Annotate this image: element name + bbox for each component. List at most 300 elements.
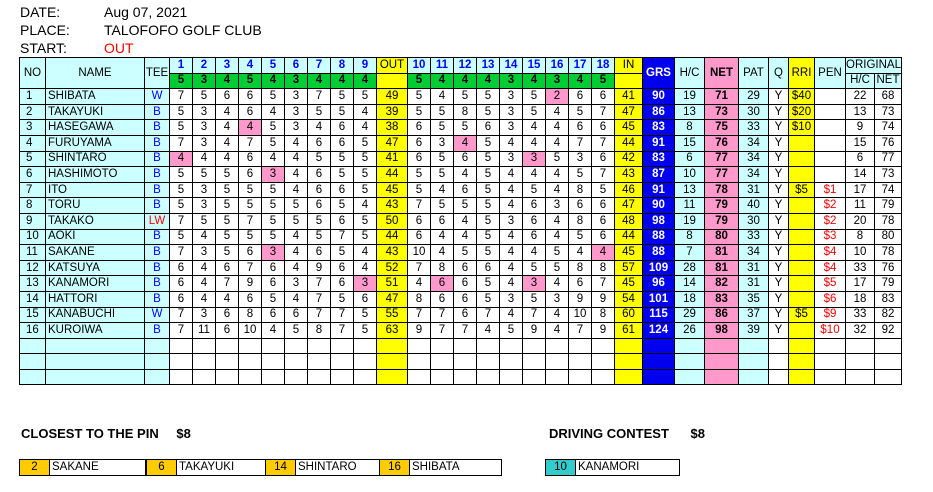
score-cell: 5 [546,151,569,167]
par-cell: 5 [592,73,615,89]
player-tee: B [145,135,170,151]
score-cell: 4 [285,182,308,198]
player-pen [815,135,846,151]
player-net: 81 [705,245,739,261]
empty-cell [262,369,285,385]
score-cell: 5 [331,89,354,105]
player-row [20,323,902,339]
score-cell: 8 [569,213,592,229]
score-cell: 5 [262,135,285,151]
player-orig-hc: 17 [846,276,875,292]
empty-cell [592,338,615,354]
score-cell: 7 [170,323,193,339]
player-orig-hc: 33 [846,307,875,323]
score-cell: 4 [431,182,454,198]
score-cell: 3 [193,307,216,323]
score-cell: 5 [477,135,500,151]
score-cell: 4 [523,120,546,136]
score-cell: 5 [216,167,239,183]
header-hole-1: 1 [170,58,193,74]
score-cell: 5 [262,229,285,245]
player-net: 81 [705,260,739,276]
score-cell: 7 [592,135,615,151]
empty-cell [592,369,615,385]
score-cell: 5 [262,182,285,198]
par-cell: 4 [569,73,592,89]
score-cell: 6 [431,276,454,292]
player-pen: $6 [815,291,846,307]
player-name: HASEGAWA [46,120,145,136]
score-cell: 4 [500,198,523,214]
player-pen: $4 [815,245,846,261]
player-row [20,167,902,183]
score-cell: 7 [454,323,477,339]
score-cell: 5 [477,229,500,245]
player-no: 1 [20,89,46,105]
score-cell: 5 [431,104,454,120]
score-cell: 5 [523,260,546,276]
score-cell: 2 [546,89,569,105]
player-tee: B [145,323,170,339]
score-cell: 5 [500,323,523,339]
score-cell: 5 [523,89,546,105]
player-pen: $9 [815,307,846,323]
score-cell: 5 [216,213,239,229]
score-cell: 8 [239,307,262,323]
score-cell: 5 [193,89,216,105]
player-grs: 96 [643,276,675,292]
score-cell: 3 [500,104,523,120]
player-pen [815,104,846,120]
empty-cell [546,369,569,385]
empty-cell [431,338,454,354]
player-name: SAKANE [46,245,145,261]
score-cell: 5 [408,89,431,105]
empty-cell [523,354,546,370]
par-cell [615,73,643,89]
score-cell: 5 [477,89,500,105]
player-row [20,120,902,136]
par-cell: 3 [285,73,308,89]
player-pen [815,167,846,183]
score-cell: 5 [331,291,354,307]
player-orig-net: 73 [875,167,902,183]
date-label: DATE: [20,4,61,20]
empty-cell [523,338,546,354]
score-cell: 47 [615,198,643,214]
score-cell: 4 [216,104,239,120]
empty-cell [675,369,705,385]
score-cell: 50 [377,213,408,229]
header-rri: RRI [789,58,815,89]
score-cell: 6 [592,89,615,105]
player-grs: 90 [643,198,675,214]
header-q: Q [769,58,789,89]
par-cell [377,73,408,89]
empty-cell [46,369,145,385]
score-cell: 4 [431,245,454,261]
score-cell: 4 [500,167,523,183]
score-cell: 5 [354,229,377,245]
player-pat: 30 [739,104,769,120]
player-tee: B [145,229,170,245]
header-hole-17: 17 [569,58,592,74]
player-q: Y [769,213,789,229]
header-hole-12: 12 [454,58,477,74]
score-cell: 45 [615,276,643,292]
player-tee: B [145,104,170,120]
player-hc: 13 [675,182,705,198]
header-hole-6: 6 [285,58,308,74]
player-orig-hc: 11 [846,198,875,214]
empty-cell [20,354,46,370]
player-pen: $2 [815,198,846,214]
score-cell: 3 [262,245,285,261]
player-orig-hc: 33 [846,260,875,276]
player-pat: 34 [739,167,769,183]
empty-cell [789,369,815,385]
score-cell: 5 [331,104,354,120]
player-name: AOKI [46,229,145,245]
empty-cell [285,354,308,370]
player-pen: $3 [815,229,846,245]
player-pat: 34 [739,151,769,167]
score-cell: 5 [454,89,477,105]
player-no: 12 [20,260,46,276]
score-cell: 4 [454,135,477,151]
empty-cell [592,354,615,370]
score-cell: 4 [500,135,523,151]
score-cell: 5 [331,198,354,214]
player-pen [815,120,846,136]
score-cell: 6 [454,151,477,167]
player-name: KANAMORI [46,276,145,292]
score-cell: 5 [477,198,500,214]
score-cell: 5 [262,213,285,229]
header-orig-net: NET [875,73,902,89]
player-grs: 90 [643,89,675,105]
score-cell: 5 [170,104,193,120]
score-cell: 4 [354,120,377,136]
empty-cell [500,369,523,385]
driving-label: DRIVING CONTEST [549,426,669,441]
score-cell: 3 [193,182,216,198]
score-cell: 6 [216,323,239,339]
player-pat: 40 [739,198,769,214]
player-orig-hc: 13 [846,104,875,120]
score-cell: 7 [477,307,500,323]
score-cell: 4 [216,135,239,151]
score-cell: 4 [354,245,377,261]
score-cell: 6 [431,213,454,229]
player-orig-hc: 6 [846,151,875,167]
score-cell: 7 [308,307,331,323]
header-hole-10: 10 [408,58,431,74]
header-hole-15: 15 [523,58,546,74]
player-no: 4 [20,135,46,151]
score-cell: 4 [354,260,377,276]
score-cell: 6 [239,104,262,120]
player-rri: $5 [789,307,815,323]
empty-cell [739,338,769,354]
empty-cell [170,338,193,354]
empty-cell [769,354,789,370]
player-orig-hc: 10 [846,245,875,261]
closest-winner-box [379,459,502,476]
header-grs: GRS [643,58,675,89]
score-cell: 6 [523,229,546,245]
player-orig-net: 83 [875,291,902,307]
score-cell: 3 [546,291,569,307]
score-cell: 4 [216,151,239,167]
score-cell: 6 [592,229,615,245]
player-grs: 115 [643,307,675,323]
player-orig-net: 74 [875,120,902,136]
player-rri [789,135,815,151]
empty-cell [454,354,477,370]
driving-winner-name: KANAMORI [578,461,640,473]
score-cell: 6 [239,89,262,105]
empty-cell [46,338,145,354]
score-cell: 6 [454,291,477,307]
score-cell: 5 [431,151,454,167]
player-hc: 8 [675,229,705,245]
score-cell: 4 [354,198,377,214]
score-cell: 4 [500,182,523,198]
player-name: HATTORI [46,291,145,307]
player-q: Y [769,260,789,276]
player-net: 79 [705,213,739,229]
score-cell: 44 [615,135,643,151]
empty-cell [615,354,643,370]
empty-cell [331,338,354,354]
empty-cell [408,338,431,354]
par-cell: 3 [193,73,216,89]
score-cell: 4 [546,276,569,292]
score-cell: 10 [569,307,592,323]
score-cell: 7 [408,260,431,276]
score-cell: 55 [377,307,408,323]
par-cell: 5 [408,73,431,89]
score-cell: 45 [615,245,643,261]
score-cell: 44 [615,229,643,245]
score-cell: 5 [477,213,500,229]
header-hole-7: 7 [308,58,331,74]
player-row [20,291,902,307]
empty-cell [500,354,523,370]
place-label: PLACE: [20,22,70,38]
closest-hole: 16 [380,460,410,475]
empty-cell [477,354,500,370]
player-row [20,276,902,292]
player-row [20,260,902,276]
score-cell: 47 [615,104,643,120]
score-cell: 5 [285,213,308,229]
player-net: 83 [705,291,739,307]
empty-cell [308,369,331,385]
closest-hole: 2 [20,460,50,475]
score-cell: 4 [546,182,569,198]
score-cell: 5 [354,182,377,198]
header-tee: TEE [145,58,170,89]
player-row [20,213,902,229]
score-cell: 4 [592,245,615,261]
score-cell: 4 [546,323,569,339]
player-name: FURUYAMA [46,135,145,151]
player-orig-net: 78 [875,245,902,261]
score-cell: 7 [431,323,454,339]
score-cell: 43 [615,167,643,183]
score-cell: 5 [546,245,569,261]
empty-cell [739,369,769,385]
score-cell: 6 [239,151,262,167]
empty-cell [408,369,431,385]
score-cell: 4 [454,229,477,245]
header-hole-8: 8 [331,58,354,74]
score-cell: 10 [408,245,431,261]
empty-cell [285,369,308,385]
score-cell: 6 [592,198,615,214]
empty-cell [454,369,477,385]
empty-cell [875,338,902,354]
score-cell: 4 [431,89,454,105]
player-q: Y [769,229,789,245]
par-cell: 4 [216,73,239,89]
empty-cell [331,354,354,370]
player-hc: 28 [675,260,705,276]
player-tee: B [145,167,170,183]
score-cell: 4 [193,229,216,245]
closest-prize: $8 [176,426,191,441]
score-cell: 5 [331,151,354,167]
player-grs: 83 [643,151,675,167]
score-cell: 4 [285,229,308,245]
date-value: Aug 07, 2021 [104,4,188,20]
header-hole-out: OUT [377,58,408,74]
player-grs: 88 [643,245,675,261]
player-pen: $2 [815,213,846,229]
closest-winner-name: SHIBATA [412,461,460,473]
score-cell: 6 [239,167,262,183]
player-net: 73 [705,104,739,120]
empty-cell [789,354,815,370]
score-cell: 6 [454,182,477,198]
score-cell: 5 [431,167,454,183]
score-cell: 6 [216,260,239,276]
score-cell: 9 [308,260,331,276]
empty-cell [170,369,193,385]
score-cell: 5 [523,104,546,120]
player-orig-net: 73 [875,104,902,120]
score-cell: 5 [431,120,454,136]
score-cell: 43 [377,198,408,214]
score-cell: 6 [408,229,431,245]
score-cell: 5 [216,229,239,245]
score-cell: 3 [431,135,454,151]
score-cell: 3 [285,104,308,120]
score-cell: 5 [170,120,193,136]
score-cell: 9 [239,276,262,292]
score-cell: 3 [193,135,216,151]
player-name: HASHIMOTO [46,167,145,183]
player-no: 7 [20,182,46,198]
empty-cell [789,338,815,354]
player-net: 76 [705,135,739,151]
player-no: 15 [20,307,46,323]
player-tee: B [145,276,170,292]
score-cell: 6 [170,291,193,307]
score-cell: 5 [262,198,285,214]
score-cell: 43 [377,245,408,261]
player-rri [789,229,815,245]
score-cell: 5 [239,229,262,245]
empty-cell [408,354,431,370]
player-name: TAKAKO [46,213,145,229]
header-hole-9: 9 [354,58,377,74]
empty-cell [145,338,170,354]
player-rri: $40 [789,89,815,105]
score-cell: 5 [331,245,354,261]
score-cell: 4 [500,229,523,245]
par-cell: 5 [170,73,193,89]
player-orig-net: 68 [875,89,902,105]
player-row [20,307,902,323]
score-cell: 5 [216,198,239,214]
score-cell: 48 [615,213,643,229]
closest-hole: 14 [266,460,296,475]
empty-cell [815,369,846,385]
score-cell: 41 [377,151,408,167]
player-tee: B [145,245,170,261]
header-hole-4: 4 [239,58,262,74]
player-orig-hc: 20 [846,213,875,229]
empty-cell [815,354,846,370]
player-no: 2 [20,104,46,120]
score-cell: 5 [216,245,239,261]
score-cell: 47 [377,291,408,307]
par-cell: 3 [500,73,523,89]
score-cell: 5 [354,151,377,167]
score-cell: 3 [285,120,308,136]
score-cell: 9 [569,291,592,307]
player-orig-hc: 14 [846,167,875,183]
empty-cell [546,354,569,370]
score-cell: 5 [477,182,500,198]
score-cell: 44 [377,229,408,245]
score-cell: 5 [569,104,592,120]
score-cell: 5 [569,167,592,183]
player-hc: 15 [675,135,705,151]
player-row [20,135,902,151]
empty-cell [875,354,902,370]
player-q: Y [769,245,789,261]
score-cell: 5 [408,182,431,198]
empty-cell [569,369,592,385]
score-cell: 5 [308,213,331,229]
player-orig-hc: 17 [846,182,875,198]
player-name: KANABUCHI [46,307,145,323]
closest-winner-box [19,459,146,476]
score-cell: 8 [454,104,477,120]
score-cell: 7 [331,323,354,339]
score-cell: 6 [331,182,354,198]
score-cell: 6 [592,151,615,167]
player-q: Y [769,135,789,151]
empty-cell [431,354,454,370]
score-cell: 6 [216,307,239,323]
empty-cell [454,338,477,354]
score-cell: 6 [331,276,354,292]
